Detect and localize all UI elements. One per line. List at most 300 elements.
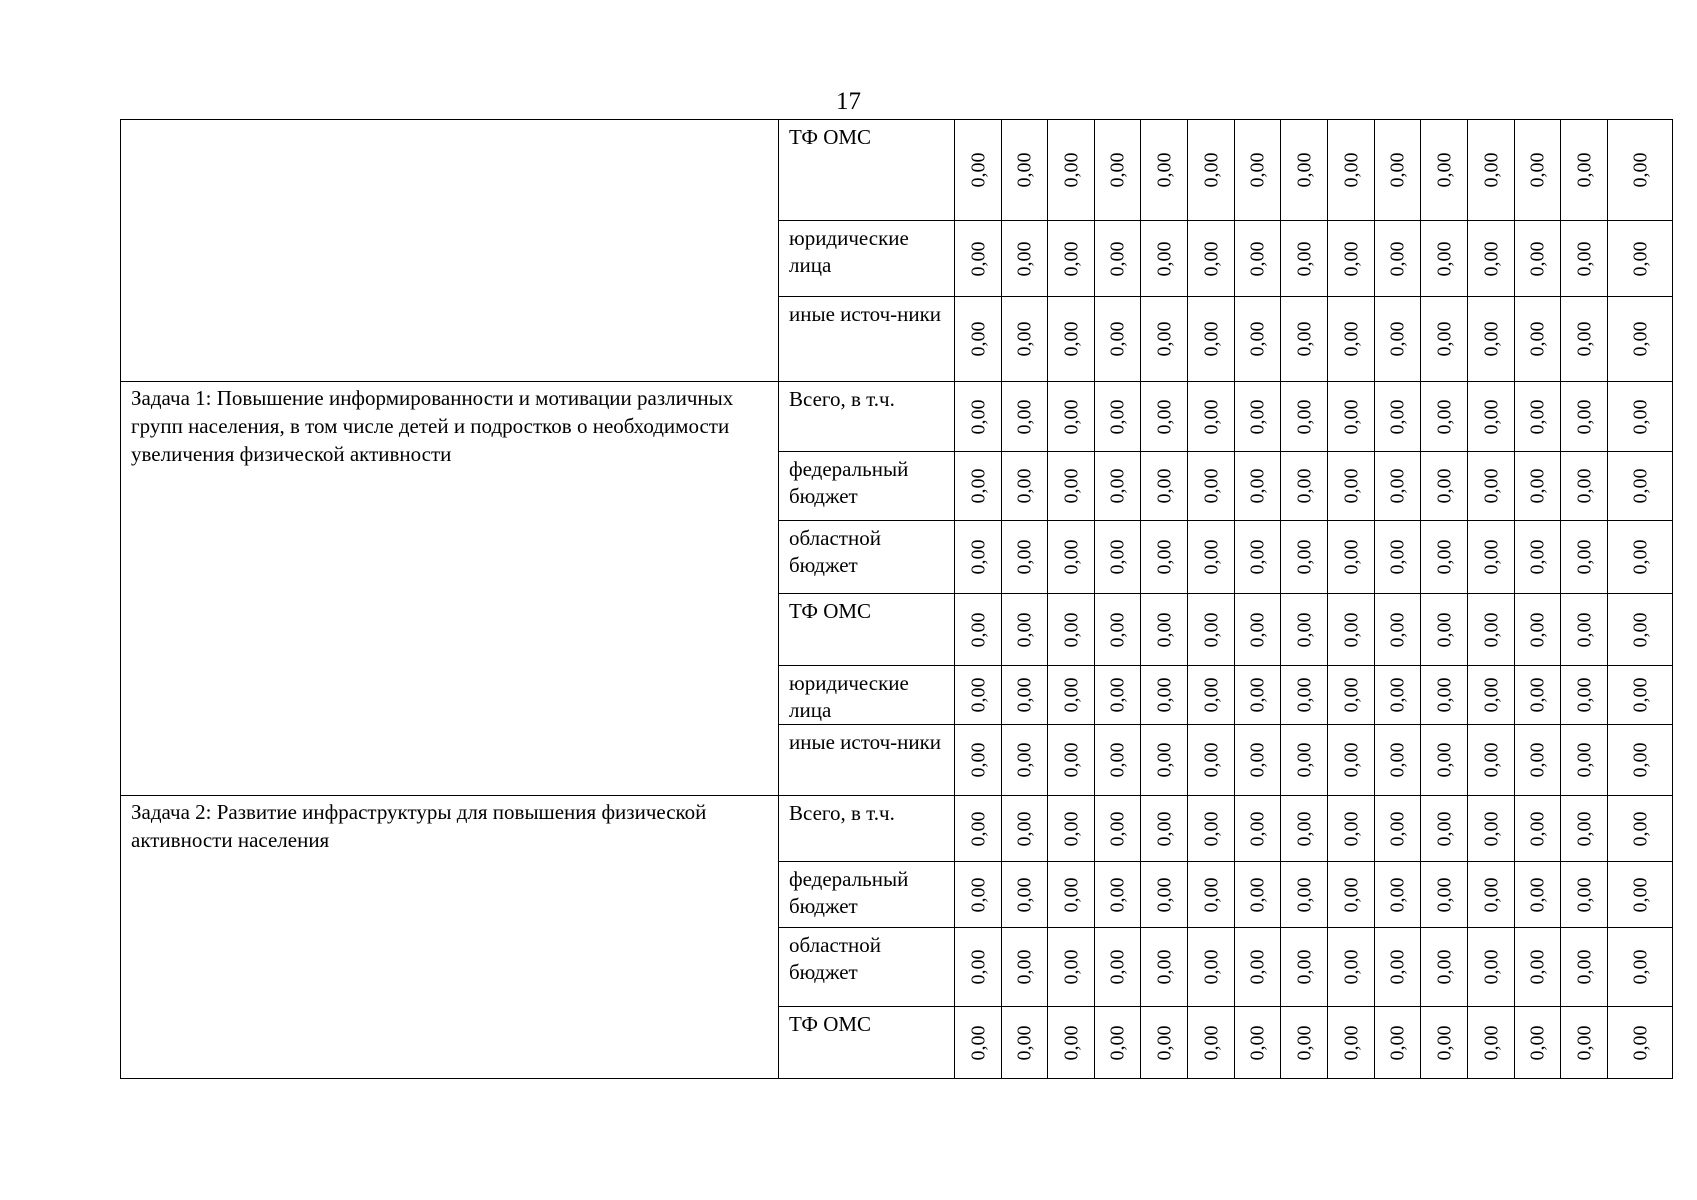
value-text: 0,00 — [1480, 468, 1502, 504]
value-cell — [1281, 382, 1328, 452]
value-text: 0,00 — [967, 321, 989, 357]
value-cell — [1328, 928, 1375, 1007]
value-text: 0,00 — [1573, 152, 1595, 188]
value-text: 0,00 — [1386, 321, 1409, 357]
value-text: 0,00 — [1433, 877, 1455, 912]
funding-source-cell: ТФ ОМС — [779, 120, 955, 221]
value-text: 0,00 — [1013, 677, 1036, 713]
value-text: 0,00 — [1629, 468, 1651, 504]
value-text: 0,00 — [1106, 468, 1129, 504]
value-cell — [1235, 297, 1281, 382]
value-text: 0,00 — [1153, 152, 1175, 188]
value-cell — [1188, 297, 1235, 382]
value-text: 0,00 — [1629, 241, 1651, 276]
value-text: 0,00 — [1433, 677, 1455, 713]
value-cell — [955, 796, 1002, 862]
value-cell — [1421, 725, 1468, 796]
value-text: 0,00 — [1526, 877, 1549, 912]
value-text: 0,00 — [967, 949, 989, 985]
value-cell — [1141, 862, 1188, 928]
value-text: 0,00 — [1340, 1025, 1362, 1060]
value-cell — [1375, 725, 1421, 796]
value-text: 0,00 — [1526, 399, 1549, 434]
value-text: 0,00 — [1060, 1025, 1082, 1060]
value-text: 0,00 — [1629, 811, 1651, 846]
value-cell — [1515, 221, 1561, 297]
value-text: 0,00 — [1060, 241, 1082, 276]
value-text: 0,00 — [1106, 677, 1129, 713]
value-cell — [1002, 1007, 1048, 1079]
value-cell — [1095, 725, 1141, 796]
value-cell — [1048, 666, 1095, 725]
value-text: 0,00 — [1060, 321, 1082, 357]
value-cell — [1515, 120, 1561, 221]
value-text: 0,00 — [967, 539, 989, 575]
value-text: 0,00 — [1573, 321, 1595, 357]
value-cell — [1608, 862, 1673, 928]
value-text: 0,00 — [1246, 612, 1269, 647]
value-text: 0,00 — [1200, 811, 1222, 846]
page-number: 17 — [836, 88, 861, 115]
value-cell — [955, 862, 1002, 928]
value-text: 0,00 — [1293, 321, 1315, 357]
value-cell — [1141, 594, 1188, 666]
value-text: 0,00 — [1293, 742, 1315, 778]
value-text: 0,00 — [1340, 877, 1362, 912]
value-text: 0,00 — [1013, 539, 1036, 575]
table-row — [121, 796, 1673, 862]
value-cell — [1328, 594, 1375, 666]
value-cell — [1515, 297, 1561, 382]
value-cell — [1141, 297, 1188, 382]
value-cell — [1002, 928, 1048, 1007]
value-cell — [1141, 521, 1188, 594]
value-cell — [1468, 1007, 1515, 1079]
value-text: 0,00 — [1293, 152, 1315, 188]
value-text: 0,00 — [1526, 949, 1549, 985]
value-text: 0,00 — [1153, 241, 1175, 276]
value-cell — [1608, 452, 1673, 521]
value-text: 0,00 — [1629, 321, 1651, 357]
value-cell — [1281, 452, 1328, 521]
value-text: 0,00 — [1293, 811, 1315, 846]
value-text: 0,00 — [1293, 612, 1315, 647]
value-cell — [1281, 666, 1328, 725]
value-cell — [1608, 1007, 1673, 1079]
value-cell — [955, 452, 1002, 521]
value-cell — [1328, 521, 1375, 594]
value-text: 0,00 — [1153, 1025, 1175, 1060]
value-text: 0,00 — [1433, 399, 1455, 434]
value-cell — [1608, 221, 1673, 297]
value-text: 0,00 — [1106, 612, 1129, 647]
value-text: 0,00 — [1200, 677, 1222, 713]
value-cell — [1002, 221, 1048, 297]
value-text: 0,00 — [1480, 677, 1502, 713]
value-text: 0,00 — [1060, 539, 1082, 575]
value-cell — [1515, 725, 1561, 796]
value-text: 0,00 — [1246, 468, 1269, 504]
value-text: 0,00 — [1153, 468, 1175, 504]
value-cell — [1235, 862, 1281, 928]
value-cell — [955, 666, 1002, 725]
value-text: 0,00 — [1433, 612, 1455, 647]
value-cell — [1095, 862, 1141, 928]
value-text: 0,00 — [1246, 241, 1269, 276]
value-cell — [1281, 862, 1328, 928]
value-text: 0,00 — [1013, 468, 1036, 504]
value-text: 0,00 — [967, 1025, 989, 1060]
value-cell — [1421, 452, 1468, 521]
value-cell — [1002, 862, 1048, 928]
value-text: 0,00 — [1629, 152, 1651, 188]
table-row — [121, 120, 1673, 221]
table-row — [121, 382, 1673, 452]
value-text: 0,00 — [1433, 468, 1455, 504]
value-cell — [1608, 928, 1673, 1007]
value-text: 0,00 — [1060, 877, 1082, 912]
value-cell — [1561, 594, 1608, 666]
value-text: 0,00 — [1629, 612, 1651, 647]
value-cell — [1561, 382, 1608, 452]
value-text: 0,00 — [1480, 811, 1502, 846]
value-text: 0,00 — [1526, 612, 1549, 647]
value-text: 0,00 — [1480, 152, 1502, 188]
value-text: 0,00 — [1013, 949, 1036, 985]
value-text: 0,00 — [1386, 877, 1409, 912]
value-cell — [1421, 521, 1468, 594]
value-text: 0,00 — [1573, 539, 1595, 575]
value-cell — [1235, 928, 1281, 1007]
value-text: 0,00 — [1340, 539, 1362, 575]
value-cell — [1048, 382, 1095, 452]
value-cell — [1561, 862, 1608, 928]
value-text: 0,00 — [1433, 742, 1455, 778]
value-text: 0,00 — [1340, 399, 1362, 434]
value-text: 0,00 — [1526, 742, 1549, 778]
value-cell — [1421, 796, 1468, 862]
value-cell — [1095, 928, 1141, 1007]
value-cell — [1095, 666, 1141, 725]
value-cell — [1375, 382, 1421, 452]
value-cell — [1188, 221, 1235, 297]
value-text: 0,00 — [1013, 811, 1036, 846]
value-cell — [1048, 452, 1095, 521]
value-cell — [1375, 1007, 1421, 1079]
value-text: 0,00 — [1200, 539, 1222, 575]
value-cell — [1375, 796, 1421, 862]
value-text: 0,00 — [1573, 399, 1595, 434]
value-cell — [1375, 594, 1421, 666]
funding-source-cell: ТФ ОМС — [779, 1007, 955, 1079]
value-text: 0,00 — [1480, 321, 1502, 357]
value-text: 0,00 — [1153, 539, 1175, 575]
funding-source-cell: иные источ-ники — [779, 297, 955, 382]
value-cell — [955, 594, 1002, 666]
value-cell — [1048, 297, 1095, 382]
value-cell — [1421, 1007, 1468, 1079]
value-cell — [1095, 382, 1141, 452]
value-cell — [1281, 928, 1328, 1007]
value-text: 0,00 — [1060, 468, 1082, 504]
value-text: 0,00 — [1106, 811, 1129, 846]
value-cell — [1002, 382, 1048, 452]
value-cell — [1468, 382, 1515, 452]
value-cell — [1141, 452, 1188, 521]
task-description-cell: Задача 1: Повышение информированности и мотивации различных групп населения, в том числе детей и подростков о необходимости увеличения физической активности — [121, 382, 779, 796]
value-text: 0,00 — [1573, 811, 1595, 846]
value-cell — [1048, 725, 1095, 796]
value-cell — [1608, 796, 1673, 862]
value-text: 0,00 — [1246, 677, 1269, 713]
funding-source-cell: федеральный бюджет — [779, 862, 955, 928]
value-cell — [1095, 221, 1141, 297]
value-text: 0,00 — [1246, 742, 1269, 778]
value-cell — [1515, 796, 1561, 862]
value-cell — [1375, 120, 1421, 221]
value-text: 0,00 — [1293, 468, 1315, 504]
value-cell — [1095, 796, 1141, 862]
value-text: 0,00 — [1629, 1025, 1651, 1060]
value-cell — [1235, 594, 1281, 666]
value-text: 0,00 — [1573, 949, 1595, 985]
value-cell — [955, 1007, 1002, 1079]
value-text: 0,00 — [1386, 152, 1409, 188]
value-cell — [1281, 725, 1328, 796]
budget-table — [120, 119, 1673, 1079]
value-cell — [1421, 594, 1468, 666]
value-cell — [1515, 862, 1561, 928]
funding-source-cell: Всего, в т.ч. — [779, 796, 955, 862]
value-cell — [1328, 725, 1375, 796]
value-cell — [1328, 382, 1375, 452]
value-text: 0,00 — [1433, 321, 1455, 357]
value-cell — [1608, 725, 1673, 796]
value-cell — [1328, 666, 1375, 725]
value-text: 0,00 — [967, 877, 989, 912]
value-text: 0,00 — [1340, 949, 1362, 985]
value-cell — [1235, 666, 1281, 725]
value-cell — [1048, 594, 1095, 666]
value-cell — [1468, 928, 1515, 1007]
value-cell — [1608, 382, 1673, 452]
value-text: 0,00 — [967, 152, 989, 188]
value-text: 0,00 — [1386, 811, 1409, 846]
value-text: 0,00 — [1386, 612, 1409, 647]
value-cell — [1561, 452, 1608, 521]
value-text: 0,00 — [1060, 152, 1082, 188]
value-cell — [1002, 594, 1048, 666]
value-cell — [1281, 221, 1328, 297]
value-cell — [1002, 452, 1048, 521]
value-cell — [1281, 297, 1328, 382]
value-cell — [1561, 297, 1608, 382]
value-cell — [955, 521, 1002, 594]
value-cell — [1235, 452, 1281, 521]
value-text: 0,00 — [1526, 241, 1549, 276]
value-text: 0,00 — [1200, 468, 1222, 504]
value-text: 0,00 — [1433, 539, 1455, 575]
value-text: 0,00 — [1153, 949, 1175, 985]
value-text: 0,00 — [1153, 677, 1175, 713]
value-cell — [1002, 521, 1048, 594]
funding-source-cell: иные источ-ники — [779, 725, 955, 796]
value-cell — [1328, 297, 1375, 382]
value-text: 0,00 — [1200, 949, 1222, 985]
value-text: 0,00 — [1340, 468, 1362, 504]
value-cell — [1188, 120, 1235, 221]
value-text: 0,00 — [1526, 1025, 1549, 1060]
value-text: 0,00 — [1386, 399, 1409, 434]
value-cell — [1561, 796, 1608, 862]
value-cell — [1421, 928, 1468, 1007]
value-cell — [1095, 452, 1141, 521]
value-cell — [1608, 120, 1673, 221]
value-cell — [1141, 221, 1188, 297]
value-text: 0,00 — [1629, 949, 1651, 985]
value-text: 0,00 — [967, 468, 989, 504]
value-text: 0,00 — [1060, 612, 1082, 647]
value-cell — [1421, 297, 1468, 382]
value-cell — [1468, 297, 1515, 382]
value-text: 0,00 — [1386, 468, 1409, 504]
value-text: 0,00 — [1153, 811, 1175, 846]
value-text: 0,00 — [1153, 877, 1175, 912]
value-text: 0,00 — [1340, 321, 1362, 357]
value-cell — [1375, 452, 1421, 521]
value-cell — [1515, 1007, 1561, 1079]
value-cell — [1048, 221, 1095, 297]
value-text: 0,00 — [1246, 321, 1269, 357]
value-cell — [1095, 521, 1141, 594]
value-text: 0,00 — [1573, 877, 1595, 912]
value-text: 0,00 — [1480, 949, 1502, 985]
value-cell — [1281, 594, 1328, 666]
value-cell — [1002, 120, 1048, 221]
value-text: 0,00 — [1013, 152, 1036, 188]
value-cell — [1468, 666, 1515, 725]
value-text: 0,00 — [1200, 152, 1222, 188]
value-cell — [1141, 666, 1188, 725]
value-text: 0,00 — [1480, 742, 1502, 778]
value-cell — [955, 725, 1002, 796]
value-cell — [1421, 382, 1468, 452]
value-cell — [1421, 666, 1468, 725]
value-cell — [955, 382, 1002, 452]
value-cell — [1048, 521, 1095, 594]
value-text: 0,00 — [1340, 811, 1362, 846]
value-cell — [1235, 521, 1281, 594]
value-cell — [1375, 297, 1421, 382]
value-cell — [1235, 382, 1281, 452]
value-text: 0,00 — [1013, 241, 1036, 276]
value-cell — [1048, 928, 1095, 1007]
value-cell — [1328, 120, 1375, 221]
value-text: 0,00 — [1106, 539, 1129, 575]
value-cell — [1188, 725, 1235, 796]
value-cell — [1608, 666, 1673, 725]
value-cell — [1095, 1007, 1141, 1079]
value-text: 0,00 — [967, 677, 989, 713]
value-cell — [1048, 796, 1095, 862]
value-text: 0,00 — [1480, 612, 1502, 647]
value-text: 0,00 — [1013, 877, 1036, 912]
value-cell — [1095, 120, 1141, 221]
value-text: 0,00 — [967, 241, 989, 276]
value-text: 0,00 — [1060, 742, 1082, 778]
value-text: 0,00 — [1386, 949, 1409, 985]
value-cell — [1515, 666, 1561, 725]
value-text: 0,00 — [1573, 742, 1595, 778]
value-text: 0,00 — [1526, 539, 1549, 575]
value-cell — [1375, 521, 1421, 594]
value-cell — [1002, 666, 1048, 725]
value-text: 0,00 — [1573, 677, 1595, 713]
value-cell — [955, 928, 1002, 1007]
value-text: 0,00 — [1293, 241, 1315, 276]
value-cell — [1421, 862, 1468, 928]
value-cell — [1421, 120, 1468, 221]
value-cell — [1468, 452, 1515, 521]
value-text: 0,00 — [1060, 677, 1082, 713]
funding-source-cell: юридические лица — [779, 221, 955, 297]
value-cell — [1281, 796, 1328, 862]
value-cell — [1141, 382, 1188, 452]
value-text: 0,00 — [1433, 1025, 1455, 1060]
funding-source-cell: юридические лица — [779, 666, 955, 725]
value-text: 0,00 — [1433, 152, 1455, 188]
value-cell — [1468, 862, 1515, 928]
value-text: 0,00 — [1340, 152, 1362, 188]
value-text: 0,00 — [967, 811, 989, 846]
value-cell — [1235, 221, 1281, 297]
value-cell — [1188, 521, 1235, 594]
value-text: 0,00 — [1106, 877, 1129, 912]
value-text: 0,00 — [1106, 321, 1129, 357]
value-cell — [1561, 666, 1608, 725]
value-cell — [1608, 297, 1673, 382]
value-text: 0,00 — [1106, 1025, 1129, 1060]
funding-source-cell: ТФ ОМС — [779, 594, 955, 666]
value-cell — [1002, 796, 1048, 862]
value-text: 0,00 — [1013, 399, 1036, 434]
value-cell — [1561, 120, 1608, 221]
value-text: 0,00 — [1200, 241, 1222, 276]
value-text: 0,00 — [1293, 1025, 1315, 1060]
value-text: 0,00 — [1246, 539, 1269, 575]
value-text: 0,00 — [1386, 677, 1409, 713]
value-text: 0,00 — [1386, 742, 1409, 778]
value-text: 0,00 — [1106, 241, 1129, 276]
value-text: 0,00 — [1013, 1025, 1036, 1060]
value-text: 0,00 — [1573, 241, 1595, 276]
value-cell — [1515, 521, 1561, 594]
value-cell — [1235, 725, 1281, 796]
value-text: 0,00 — [1386, 539, 1409, 575]
value-cell — [1141, 120, 1188, 221]
value-text: 0,00 — [1526, 811, 1549, 846]
value-text: 0,00 — [1246, 877, 1269, 912]
funding-source-cell: федеральный бюджет — [779, 452, 955, 521]
value-text: 0,00 — [967, 612, 989, 647]
value-text: 0,00 — [1340, 241, 1362, 276]
value-cell — [1328, 1007, 1375, 1079]
value-cell — [1375, 221, 1421, 297]
value-text: 0,00 — [1246, 399, 1269, 434]
value-text: 0,00 — [1293, 877, 1315, 912]
value-cell — [1048, 1007, 1095, 1079]
value-cell — [1608, 521, 1673, 594]
